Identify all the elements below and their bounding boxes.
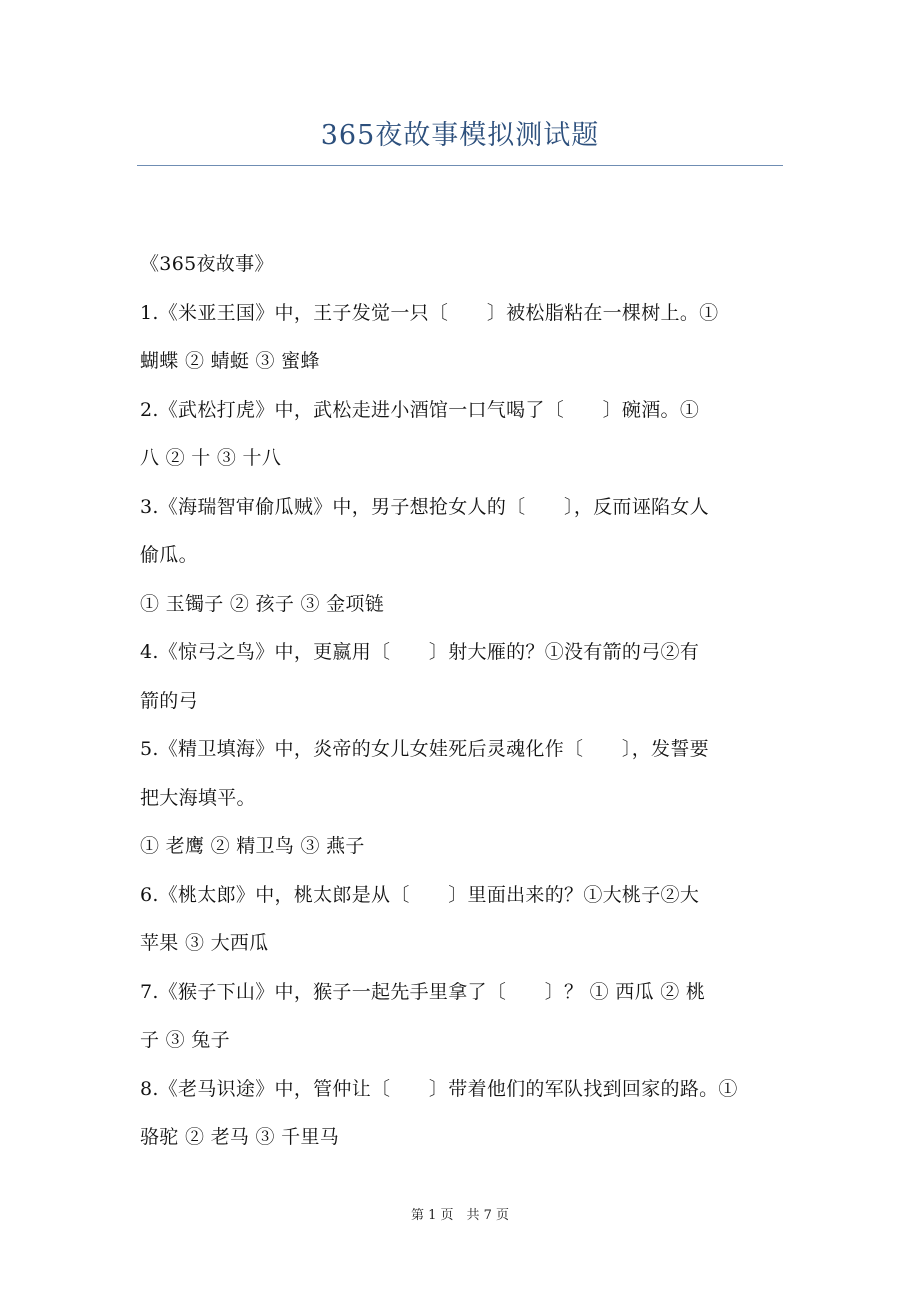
question-3-options: ① 玉镯子 ② 孩子 ③ 金项链 bbox=[140, 592, 384, 615]
question-2-line-2: 八 ② 十 ③ 十八 bbox=[140, 447, 282, 469]
question-3-line-1: 3.《海瑞智审偷瓜贼》中，男子想抢女人的〔 〕，反而诬陷女人 bbox=[140, 495, 709, 518]
question-5-options: ① 老鹰 ② 精卫鸟 ③ 燕子 bbox=[140, 835, 365, 857]
question-4-line-1: 4.《惊弓之鸟》中，更嬴用〔 〕射大雁的？①没有箭的弓②有 bbox=[140, 641, 700, 663]
document-title: 365夜故事模拟测试题 bbox=[320, 120, 600, 151]
section-heading: 《365夜故事》 bbox=[140, 253, 274, 275]
question-7-line-1: 7.《猴子下山》中，猴子一起先手里拿了〔 〕？ ① 西瓜 ② 桃 bbox=[140, 980, 706, 1003]
title-underline bbox=[137, 165, 783, 166]
question-1-line-2: 蝴蝶 ② 蜻蜓 ③ 蜜蜂 bbox=[140, 350, 320, 372]
question-8-line-1: 8.《老马识途》中，管仲让〔 〕带着他们的军队找到回家的路。① bbox=[140, 1077, 738, 1100]
question-3-line-2: 偷瓜。 bbox=[140, 544, 198, 566]
question-7-line-2: 子 ③ 兔子 bbox=[140, 1029, 230, 1051]
question-5-line-2: 把大海填平。 bbox=[140, 786, 256, 809]
page-number-footer: 第 1 页 共 7 页 bbox=[410, 1208, 510, 1223]
question-6-line-1: 6.《桃太郎》中，桃太郎是从〔 〕里面出来的？①大桃子②大 bbox=[140, 883, 700, 906]
question-1-line-1: 1.《米亚王国》中，王子发觉一只〔 〕被松脂粘在一棵树上。① bbox=[140, 301, 719, 324]
question-6-line-2: 苹果 ③ 大西瓜 bbox=[140, 932, 269, 954]
question-5-line-1: 5.《精卫填海》中，炎帝的女儿女娃死后灵魂化作〔 〕，发誓要 bbox=[140, 738, 709, 760]
question-4-line-2: 箭的弓 bbox=[140, 689, 198, 712]
question-2-line-1: 2.《武松打虎》中，武松走进小酒馆一口气喝了〔 〕碗酒。① bbox=[140, 398, 700, 421]
question-8-line-2: 骆驼 ② 老马 ③ 千里马 bbox=[140, 1126, 340, 1148]
document-body bbox=[140, 240, 790, 1162]
